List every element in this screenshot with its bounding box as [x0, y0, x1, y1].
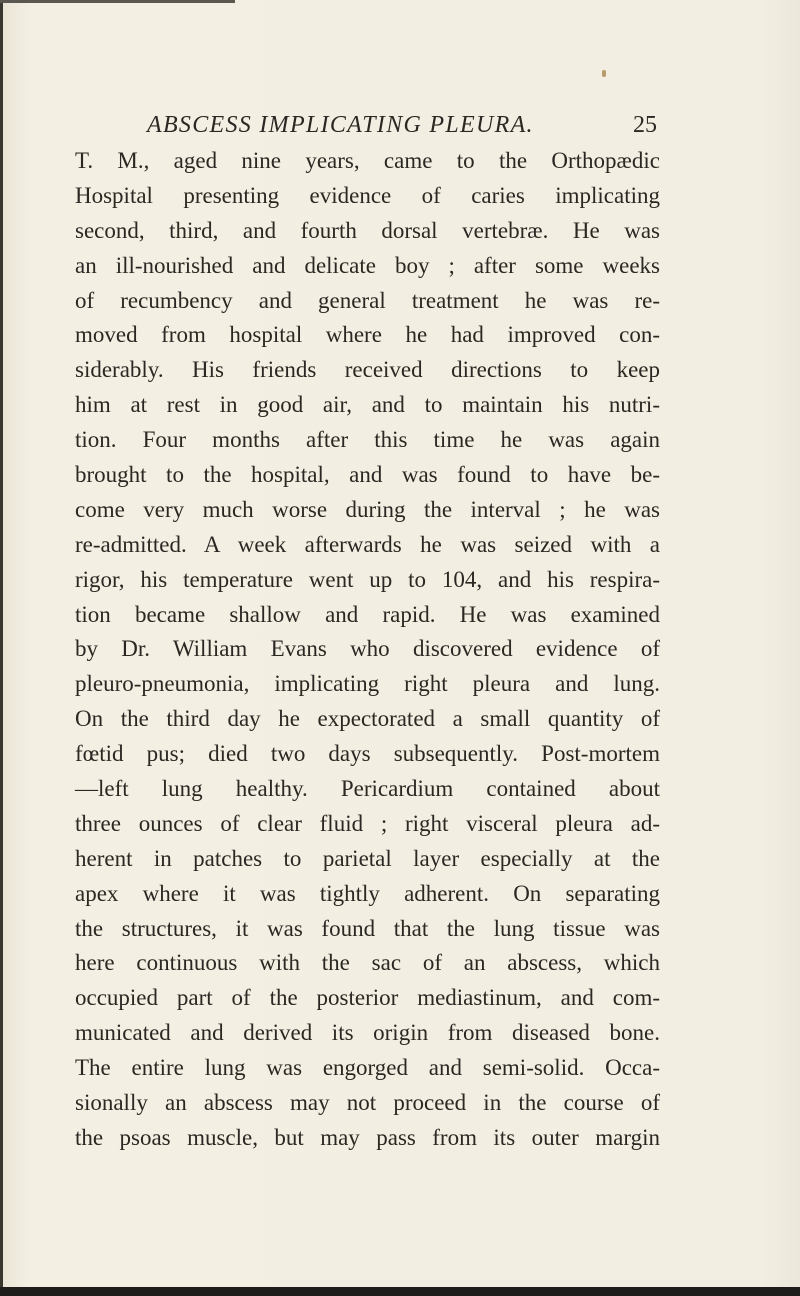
- text-line: fœtid pus; died two days subsequently. Post-mortem: [75, 741, 660, 767]
- text-line: sionally an abscess may not proceed in the course of: [75, 1090, 660, 1116]
- text-line: The entire lung was engorged and semi-solid. Occa-: [75, 1055, 660, 1081]
- text-line: siderably. His friends received directions to keep: [75, 357, 660, 383]
- text-line: of recumbency and general treatment he was re-: [75, 287, 660, 313]
- text-line: him at rest in good air, and to maintain his nutri-: [75, 392, 660, 418]
- text-line: brought to the hospital, and was found to have be-: [75, 462, 660, 488]
- text-line: three ounces of clear fluid ; right visceral pleura ad-: [75, 810, 660, 836]
- text-line: occupied part of the posterior mediastinum, and com-: [75, 985, 660, 1011]
- running-head-title: ABSCESS IMPLICATING PLEURA.: [147, 112, 534, 138]
- page-bottom-edge: [0, 1287, 800, 1296]
- text-line: —left lung healthy. Pericardium contained about: [75, 776, 660, 802]
- text-line: rigor, his temperature went up to 104, and his respira-: [75, 566, 660, 592]
- text-line: pleuro-pneumonia, implicating right pleura and lung.: [75, 671, 660, 697]
- text-line: municated and derived its origin from diseased bone.: [75, 1020, 660, 1046]
- text-line: here continuous with the sac of an abscess, which: [75, 950, 660, 976]
- page-top-edge: [0, 0, 235, 3]
- text-line: Hospital presenting evidence of caries implicating: [75, 182, 660, 208]
- running-head: [147, 112, 657, 144]
- text-line: tion. Four months after this time he was again: [75, 427, 660, 453]
- text-line: tion became shallow and rapid. He was examined: [75, 601, 660, 627]
- page-number: 25: [633, 112, 657, 138]
- text-line: moved from hospital where he had improved con-: [75, 322, 660, 348]
- page-left-edge: [0, 0, 3, 1296]
- text-line: by Dr. William Evans who discovered evidence of: [75, 636, 660, 662]
- text-line: re-admitted. A week afterwards he was seized with a: [75, 531, 660, 557]
- body-text: [75, 144, 660, 1156]
- text-line: come very much worse during the interval ; he was: [75, 496, 660, 522]
- text-line: second, third, and fourth dorsal vertebræ. He was: [75, 217, 660, 243]
- text-line: apex where it was tightly adherent. On separating: [75, 880, 660, 906]
- text-line: T. M., aged nine years, came to the Orthopædic: [75, 148, 660, 173]
- text-line: On the third day he expectorated a small quantity of: [75, 706, 660, 732]
- text-line: the psoas muscle, but may pass from its outer margin: [75, 1124, 660, 1150]
- text-line: the structures, it was found that the lung tissue was: [75, 915, 660, 941]
- text-line: herent in patches to parietal layer especially at the: [75, 845, 660, 871]
- paper-speck: [602, 70, 606, 77]
- text-line: an ill-nourished and delicate boy ; after some weeks: [75, 252, 660, 278]
